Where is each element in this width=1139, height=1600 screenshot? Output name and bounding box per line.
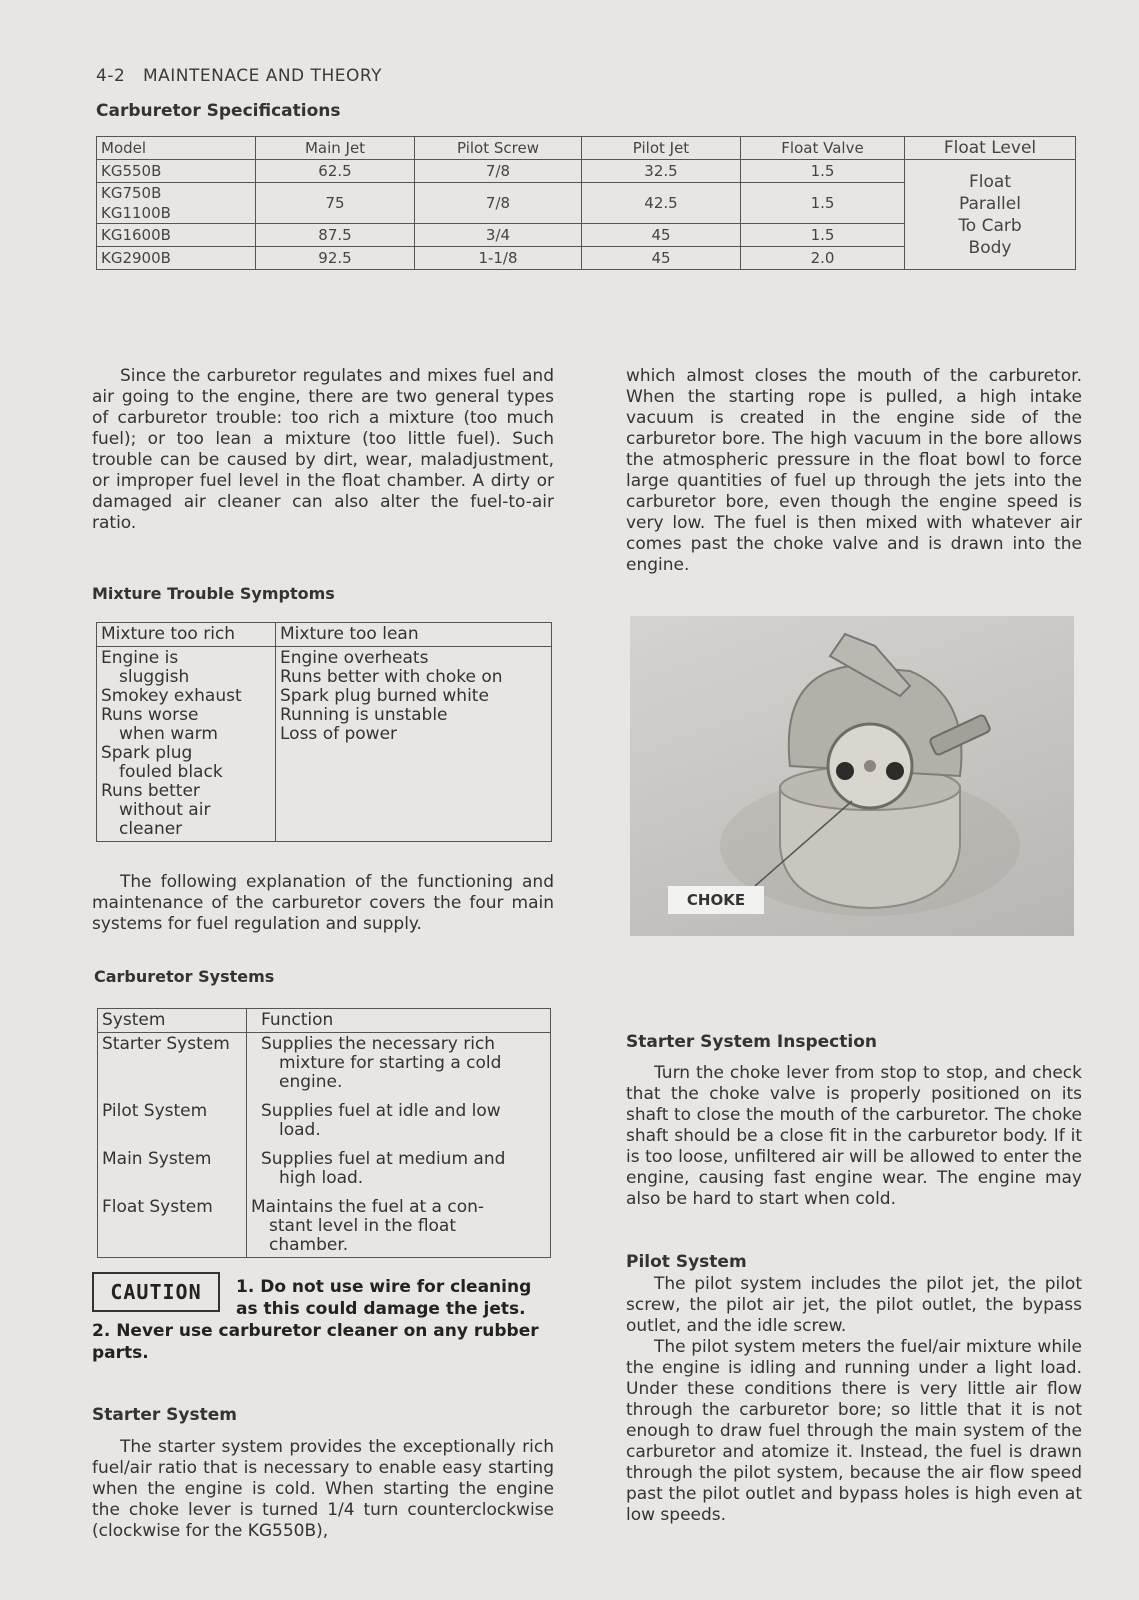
system-function — [247, 1100, 551, 1148]
function-line: mixture for starting a cold — [279, 1053, 502, 1073]
pilot-system-title: Pilot System — [626, 1252, 747, 1272]
caution-item-1-line: as this could damage the jets. — [236, 1299, 526, 1319]
mixture-rich-list — [97, 647, 276, 842]
starter-system-title: Starter System — [92, 1405, 237, 1425]
systems-row — [98, 1100, 551, 1148]
mixture-header-row — [97, 623, 552, 647]
rich-symptom-cont: when warm — [119, 724, 218, 744]
spec-pilot-jet: 32.5 — [582, 160, 741, 183]
rich-symptom: Runs worse — [101, 705, 199, 725]
spec-float-valve: 2.0 — [741, 247, 905, 270]
rich-symptom-cont: fouled black — [119, 762, 223, 782]
spec-main-jet: 62.5 — [256, 160, 415, 183]
rich-symptom-cont: cleaner — [119, 819, 183, 839]
function-line: Maintains the fuel at a con- — [251, 1197, 485, 1217]
spec-row — [97, 160, 1076, 183]
function-line: engine. — [279, 1072, 343, 1092]
spec-main-jet: 75 — [256, 183, 415, 224]
section-title: MAINTENACE AND THEORY — [143, 66, 382, 86]
float-level-line: To Carb — [958, 215, 1022, 236]
function-line: Supplies fuel at medium and — [261, 1149, 506, 1169]
function-line: load. — [279, 1120, 321, 1140]
page-number: 4-2 — [96, 66, 126, 86]
spec-table-title: Carburetor Specifications — [96, 101, 341, 121]
spec-pilot-jet: 45 — [582, 247, 741, 270]
systems-row — [98, 1196, 551, 1258]
float-level-line: Parallel — [959, 193, 1021, 214]
rich-symptom-cont: without air — [119, 800, 211, 820]
rich-symptom: Engine is — [101, 648, 179, 668]
systems-header-row — [98, 1009, 551, 1033]
spec-pilot-screw: 3/4 — [415, 224, 582, 247]
spec-float-level — [905, 160, 1076, 270]
pilot-paragraph-2: The pilot system meters the fuel/air mixture while the engine is idling and running under a light load. Under these conditions there is very little air flow through the carburetor bore; so little that it is not enough to draw fuel through the main system of the carburetor and atomize it. Instead, the fuel is drawn through the pilot system, because the air flow speed past the pilot outlet and bypass holes is high even at low speeds. — [626, 1337, 1082, 1525]
inspection-title: Starter System Inspection — [626, 1032, 877, 1052]
spec-float-valve: 1.5 — [741, 224, 905, 247]
mixture-header-rich: Mixture too rich — [97, 623, 276, 647]
function-line: stant level in the float — [269, 1216, 457, 1236]
spec-float-valve: 1.5 — [741, 160, 905, 183]
choke-callout-label: CHOKE — [668, 886, 764, 914]
float-level-line: Float — [969, 171, 1011, 192]
rich-symptom-cont: sluggish — [119, 667, 190, 687]
lean-symptom: Runs better with choke on — [280, 667, 503, 687]
lean-symptom: Loss of power — [280, 724, 398, 744]
systems-header-system: System — [98, 1009, 247, 1033]
spec-model: KG550B — [97, 160, 256, 183]
spec-header-float-level: Float Level — [905, 137, 1076, 160]
spec-pilot-jet: 45 — [582, 224, 741, 247]
spec-table — [96, 136, 1076, 270]
choke-continuation-paragraph: which almost closes the mouth of the carburetor. When the starting rope is pulled, a high intake vacuum is created in the engine side of the carburetor bore. The high vacuum in the bore allows the atmospheric pressure in the float bowl to force large quantities of fuel up through the jets into the carburetor bore, even though the engine speed is very low. The fuel is then mixed with whatever air comes past the choke valve and is drawn into the engine. — [626, 366, 1082, 575]
caution-item-2: 2. Never use carburetor cleaner on any rubber parts. — [92, 1321, 539, 1363]
function-line: Supplies fuel at idle and low — [261, 1101, 501, 1121]
spec-header-float-valve: Float Valve — [741, 137, 905, 160]
lean-symptom: Engine overheats — [280, 648, 429, 668]
system-function — [247, 1033, 551, 1101]
float-level-line: Body — [968, 237, 1012, 258]
mixture-body-row — [97, 647, 552, 842]
spec-float-valve: 1.5 — [741, 183, 905, 224]
spec-model-line: KG1100B — [101, 204, 171, 222]
system-name: Main System — [98, 1148, 247, 1196]
spec-main-jet: 92.5 — [256, 247, 415, 270]
caution-item-1-line: 1. Do not use wire for cleaning — [236, 1277, 532, 1297]
systems-header-function: Function — [247, 1009, 551, 1033]
mixture-lean-list — [276, 647, 552, 842]
spec-main-jet: 87.5 — [256, 224, 415, 247]
system-name: Float System — [98, 1196, 247, 1258]
mixture-table-title: Mixture Trouble Symptoms — [92, 584, 335, 603]
systems-table-title: Carburetor Systems — [94, 967, 275, 986]
systems-row — [98, 1033, 551, 1101]
caution-label: CAUTION — [92, 1272, 220, 1312]
spec-model-line: KG750B — [101, 184, 162, 202]
spec-model — [97, 183, 256, 224]
spec-pilot-screw: 1-1/8 — [415, 247, 582, 270]
function-line: chamber. — [269, 1235, 349, 1255]
system-function — [247, 1148, 551, 1196]
system-function — [247, 1196, 551, 1258]
function-line: high load. — [279, 1168, 364, 1188]
spec-header-pilot-jet: Pilot Jet — [582, 137, 741, 160]
caution-item-1 — [236, 1276, 556, 1320]
rich-symptom: Runs better — [101, 781, 200, 801]
spec-header-row — [97, 137, 1076, 160]
rich-symptom: Spark plug — [101, 743, 193, 763]
systems-table — [97, 1008, 551, 1258]
starter-system-paragraph: The starter system provides the exceptionally rich fuel/air ratio that is necessary to enable easy starting when the engine is cold. When starting the engine the choke lever is turned 1/4 turn counterclockwise (clockwise for the KG550B), — [92, 1437, 554, 1541]
lean-symptom: Spark plug burned white — [280, 686, 489, 706]
lean-symptom: Running is unstable — [280, 705, 448, 725]
spec-pilot-screw: 7/8 — [415, 183, 582, 224]
systems-row — [98, 1148, 551, 1196]
rich-symptom: Smokey exhaust — [101, 686, 242, 706]
explanation-paragraph: The following explanation of the functioning and maintenance of the carburetor covers the four main systems for fuel regulation and supply. — [92, 872, 554, 934]
spec-header-main-jet: Main Jet — [256, 137, 415, 160]
mixture-table — [96, 622, 552, 842]
inspection-paragraph: Turn the choke lever from stop to stop, and check that the choke valve is properly positioned on its shaft to close the mouth of the carburetor. The choke shaft should be a close fit in the carburetor body. If it is too loose, unfiltered air will be allowed to enter the engine, causing fast engine wear. The engine may also be hard to start when cold. — [626, 1063, 1082, 1209]
mixture-header-lean: Mixture too lean — [276, 623, 552, 647]
intro-paragraph: Since the carburetor regulates and mixes fuel and air going to the engine, there are two general types of carburetor trouble: too rich a mixture (too much fuel); or too lean a mixture (too little fuel). Such trouble can be caused by dirt, wear, maladjustment, or improper fuel level in the float chamber. A dirty or damaged air cleaner can also alter the fuel-to-air ratio. — [92, 366, 554, 533]
system-name: Pilot System — [98, 1100, 247, 1148]
spec-model: KG2900B — [97, 247, 256, 270]
spec-header-model: Model — [97, 137, 256, 160]
spec-pilot-screw: 7/8 — [415, 160, 582, 183]
spec-pilot-jet: 42.5 — [582, 183, 741, 224]
pilot-paragraph-1: The pilot system includes the pilot jet, the pilot screw, the pilot air jet, the pilot outlet, the bypass outlet, and the idle screw. — [626, 1274, 1082, 1336]
spec-header-pilot-screw: Pilot Screw — [415, 137, 582, 160]
spec-model: KG1600B — [97, 224, 256, 247]
system-name: Starter System — [98, 1033, 247, 1101]
function-line: Supplies the necessary rich — [261, 1034, 496, 1054]
page-header — [96, 66, 382, 86]
